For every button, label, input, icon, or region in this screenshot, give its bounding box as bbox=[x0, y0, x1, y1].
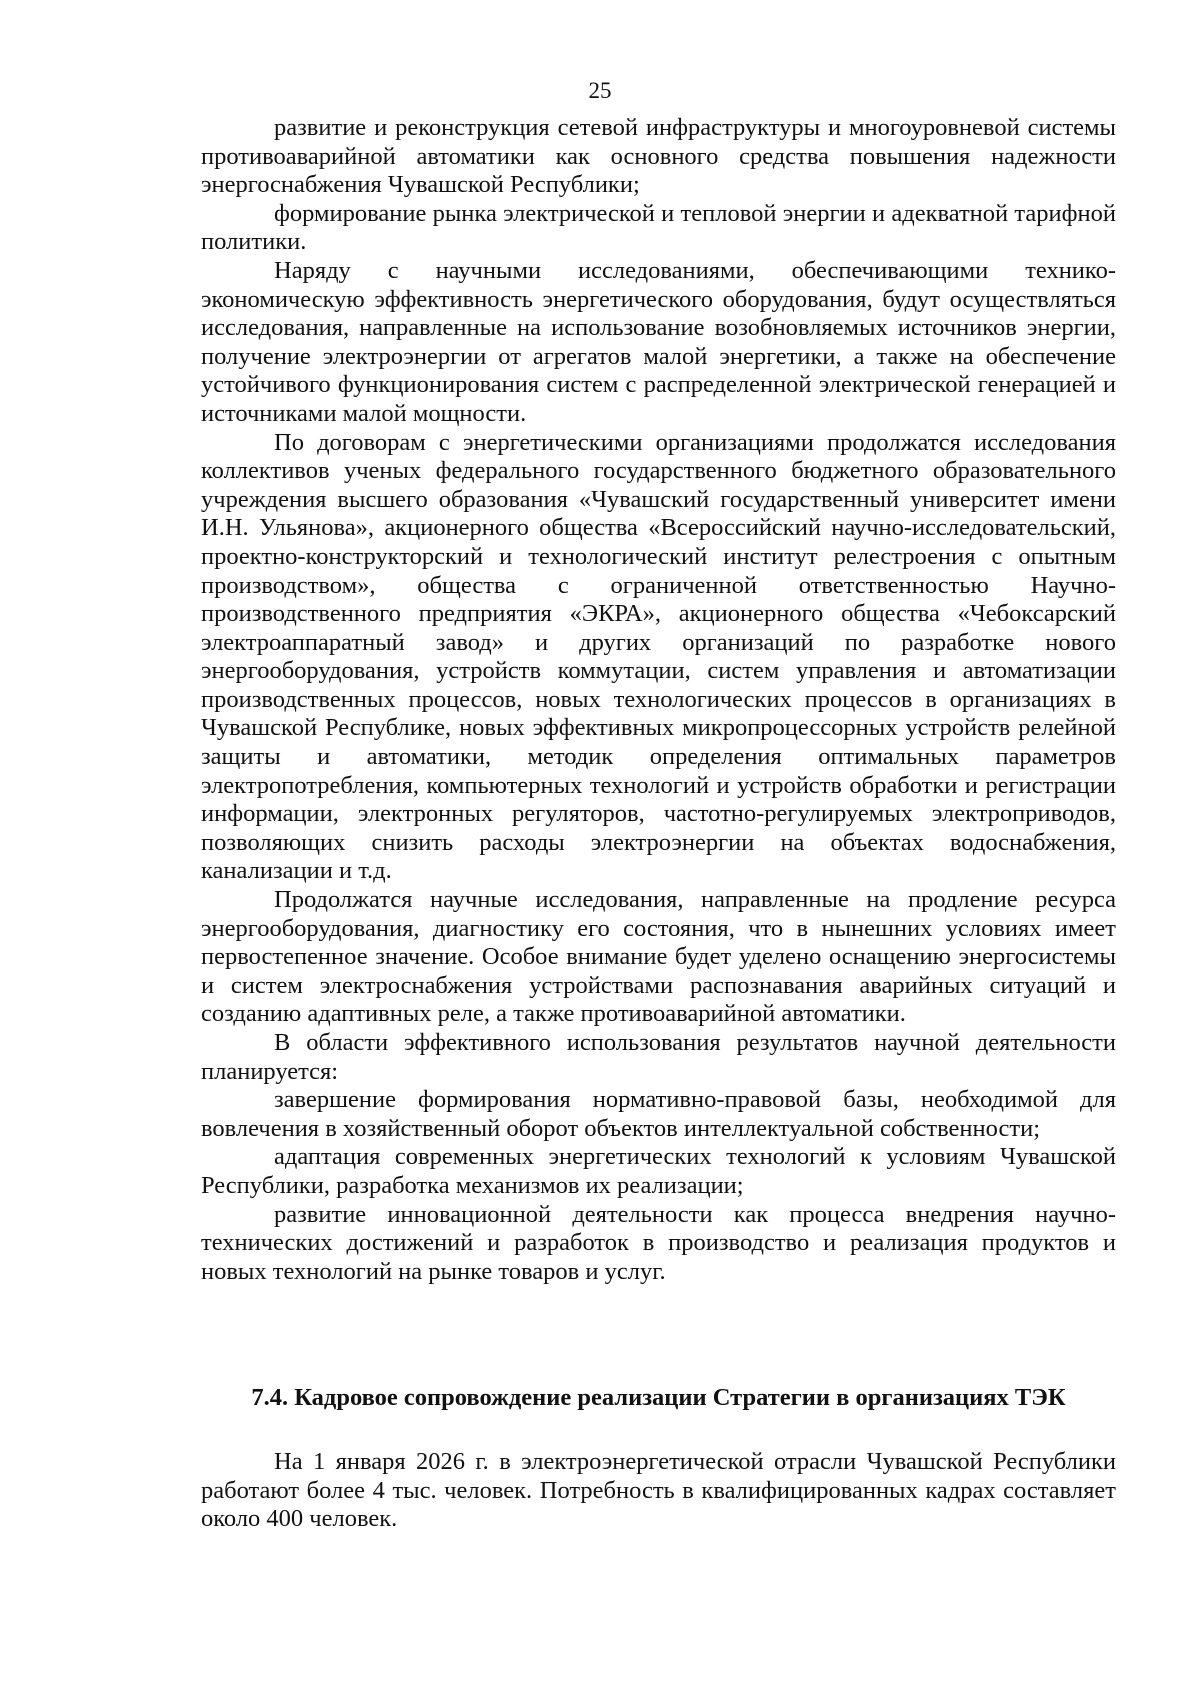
paragraph-infrastructure: развитие и реконструкция сетевой инфраструктуры и многоуровневой системы противоаварийной автоматики как основного средства повышения надежности энергоснабжения Чувашской Республики; bbox=[201, 114, 1116, 199]
page-number: 25 bbox=[588, 78, 612, 103]
paragraph-planned: В области эффективного использования результатов научной деятельности планируется: bbox=[201, 1029, 1116, 1085]
section-heading: 7.4. Кадровое сопровождение реализации Стратегии в организациях ТЭК bbox=[251, 1384, 1066, 1411]
paragraph-equipment-life: Продолжатся научные исследования, направленные на продление ресурса энергооборудования, диагностику его состояния, что в нынешних условиях имеет первостепенное значение. Особое внимание будет уделено оснащению энергосистемы и систем электроснабжения устройствами распознавания аварийных ситуаций и созданию адаптивных реле, а также противоаварийной автоматики. bbox=[201, 886, 1116, 1028]
paragraph-market: формирование рынка электрической и тепловой энергии и адекватной тарифной политики. bbox=[201, 199, 1116, 256]
paragraph-adaptation: адаптация современных энергетических технологий к условиям Чувашской Республики, разработка механизмов их реализации; bbox=[201, 1143, 1116, 1199]
paragraph-innovation: развитие инновационной деятельности как процесса внедрения научно-технических достижений и разработок в производство и реализация продуктов и новых технологий на рынке товаров и услуг. bbox=[201, 1200, 1116, 1285]
paragraph-staffing: На 1 января 2026 г. в электроэнергетической отрасли Чувашской Республики работают более 4 тыс. человек. Потребность в квалифицированных кадрах составляет около 400 человек. bbox=[201, 1448, 1116, 1533]
section-body bbox=[201, 1448, 1116, 1534]
paragraph-contracts: По договорам с энергетическими организациями продолжатся исследования коллективов ученых федерального государственного бюджетного образовательного учреждения высшего образования «Чувашский государственный университет имени И.Н. Ульянова», акционерного общества «Всероссийский научно-исследовательский, проектно-конструкторский и технологический институт релестроения с опытным производством», общества с ограниченной ответственностью Научно-производственного предприятия «ЭКРА», акционерного общества «Чебоксарский электроаппаратный завод» и других организаций по разработке нового энергооборудования, устройств коммутации, систем управления и автоматизации производственных процессов, новых технологических процессов в организациях в Чувашской Республике, новых эффективных микропроцессорных устройств релейной защиты и автоматики, методик определения оптимальных параметров электропотребления, компьютерных технологий и устройств обработки и регистрации информации, электронных регуляторов, частотно-регулируемых электроприводов, позволяющих снизить расходы электроэнергии на объектах водоснабжения, канализации и т.д. bbox=[201, 428, 1116, 885]
paragraph-research: Наряду с научными исследованиями, обеспечивающими технико-экономическую эффективность энергетического оборудования, будут осуществляться исследования, направленные на использование возобновляемых источников энергии, получение электроэнергии от агрегатов малой энергетики, а также на обеспечение устойчивого функционирования систем с распределенной электрической генерацией и источниками малой мощности. bbox=[201, 256, 1116, 427]
paragraph-legal-base: завершение формирования нормативно-правовой базы, необходимой для вовлечения в хозяйственный оборот объектов интеллектуальной собственности; bbox=[201, 1086, 1116, 1142]
section-heading-block bbox=[201, 1383, 1116, 1413]
document-body bbox=[201, 114, 1116, 1286]
